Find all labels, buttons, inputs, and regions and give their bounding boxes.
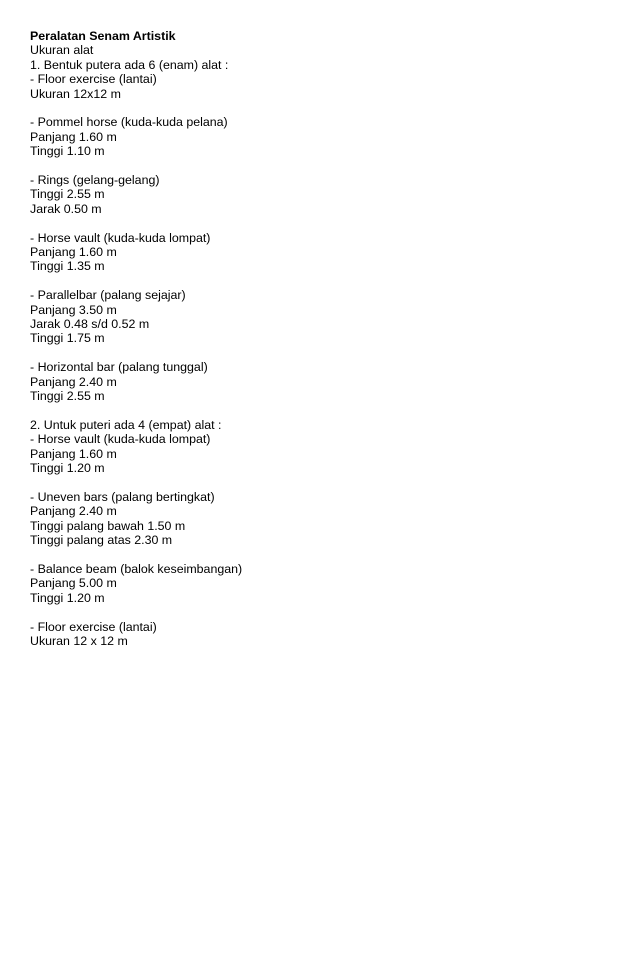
apparatus-spec: Panjang 5.00 m [30, 576, 117, 591]
apparatus-spec: Panjang 2.40 m [30, 504, 117, 519]
apparatus-name: - Horse vault (kuda-kuda lompat) [30, 432, 211, 447]
apparatus-name: - Parallelbar (palang sejajar) [30, 288, 186, 303]
apparatus-spec: Ukuran 12 x 12 m [30, 633, 128, 648]
spacer [30, 159, 610, 173]
apparatus-name: - Floor exercise (lantai) [30, 619, 157, 634]
apparatus-spec: Panjang 1.60 m [30, 245, 117, 260]
document-title: Peralatan Senam Artistik [30, 29, 176, 43]
apparatus-spec: Panjang 1.60 m [30, 129, 117, 144]
women-item [30, 432, 610, 475]
women-section-heading: 2. Untuk puteri ada 4 (empat) alat : [30, 417, 222, 432]
spacer [30, 274, 610, 288]
men-item [30, 173, 610, 216]
apparatus-spec: Panjang 3.50 m [30, 302, 117, 317]
apparatus-name: - Uneven bars (palang bertingkat) [30, 489, 215, 504]
men-item [30, 72, 610, 101]
men-item [30, 115, 610, 158]
apparatus-spec: Tinggi 2.55 m [30, 389, 105, 404]
spacer [30, 403, 610, 417]
apparatus-spec: Tinggi palang bawah 1.50 m [30, 518, 186, 533]
apparatus-spec: Tinggi 1.20 m [30, 461, 105, 476]
spacer [30, 216, 610, 230]
apparatus-spec: Ukuran 12x12 m [30, 86, 121, 101]
apparatus-name: - Rings (gelang-gelang) [30, 173, 160, 188]
spacer [30, 346, 610, 360]
women-item [30, 620, 610, 649]
apparatus-name: - Balance beam (balok keseimbangan) [30, 561, 243, 576]
spacer [30, 605, 610, 619]
women-item [30, 562, 610, 605]
apparatus-spec: Jarak 0.48 s/d 0.52 m [30, 317, 150, 332]
spacer [30, 548, 610, 562]
men-section-heading: 1. Bentuk putera ada 6 (enam) alat : [30, 57, 229, 72]
apparatus-name: - Floor exercise (lantai) [30, 72, 157, 87]
document-subtitle: Ukuran alat [30, 43, 94, 58]
men-item [30, 288, 610, 346]
apparatus-spec: Tinggi palang atas 2.30 m [30, 533, 173, 548]
spacer [30, 476, 610, 490]
apparatus-spec: Tinggi 1.10 m [30, 144, 105, 159]
apparatus-spec: Tinggi 2.55 m [30, 187, 105, 202]
apparatus-spec: Tinggi 1.35 m [30, 259, 105, 274]
apparatus-name: - Horse vault (kuda-kuda lompat) [30, 230, 211, 245]
apparatus-spec: Jarak 0.50 m [30, 201, 102, 216]
men-item [30, 360, 610, 403]
apparatus-name: - Pommel horse (kuda-kuda pelana) [30, 115, 228, 130]
men-item [30, 231, 610, 274]
apparatus-spec: Tinggi 1.75 m [30, 331, 105, 346]
apparatus-name: - Horizontal bar (palang tunggal) [30, 360, 208, 375]
spacer [30, 101, 610, 115]
apparatus-spec: Panjang 1.60 m [30, 446, 117, 461]
apparatus-spec: Panjang 2.40 m [30, 374, 117, 389]
apparatus-spec: Tinggi 1.20 m [30, 590, 105, 605]
document-content [30, 29, 610, 648]
women-item [30, 490, 610, 548]
